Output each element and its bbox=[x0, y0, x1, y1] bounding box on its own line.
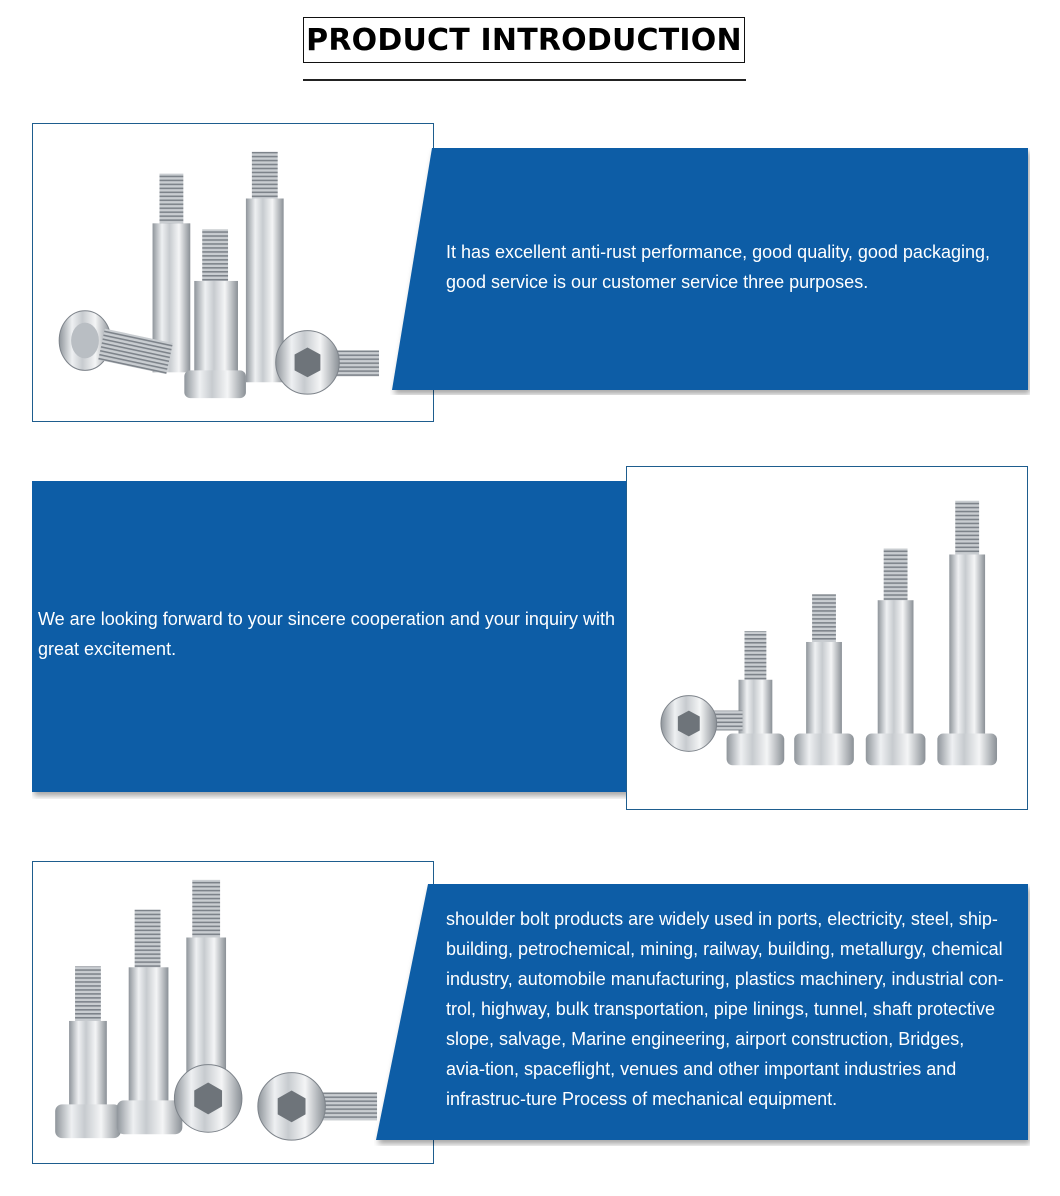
shoulder-bolts-size-lineup-photo bbox=[627, 467, 1027, 809]
shoulder-bolts-group-photo bbox=[33, 862, 433, 1163]
feature-text-2: We are looking forward to your sincere cooperation and your inquiry with great excitement. bbox=[38, 609, 615, 659]
feature-text-1: It has excellent anti-rust performance, good quality, good packaging, good service is our customer service three purposes. bbox=[446, 242, 990, 292]
title-underline bbox=[303, 79, 746, 81]
feature-panel-3 bbox=[374, 884, 1030, 1146]
shoulder-bolts-assorted-photo bbox=[33, 124, 433, 421]
feature-panel-1 bbox=[390, 148, 1030, 395]
page-title: PRODUCT INTRODUCTION bbox=[306, 22, 742, 58]
product-photo-1 bbox=[32, 123, 434, 422]
section-title-box bbox=[303, 17, 745, 63]
feature-text-3: shoulder bolt products are widely used in ports, electricity, steel, ship-building, petrochemical, mining, railway, building, metallurgy, chemical industry, automobile manufacturing, plastics machinery, industrial con-trol, highway, bulk transportation, pipe linings, tunnel, shaft protective slope, salvage, Marine engineering, airport construction, Bridges, avia-tion, spaceflight, venues and other important industries and infrastruc-ture Process of mechanical equipment. bbox=[446, 909, 1004, 1109]
feature-panel-2 bbox=[32, 481, 692, 799]
product-photo-2 bbox=[626, 466, 1028, 810]
